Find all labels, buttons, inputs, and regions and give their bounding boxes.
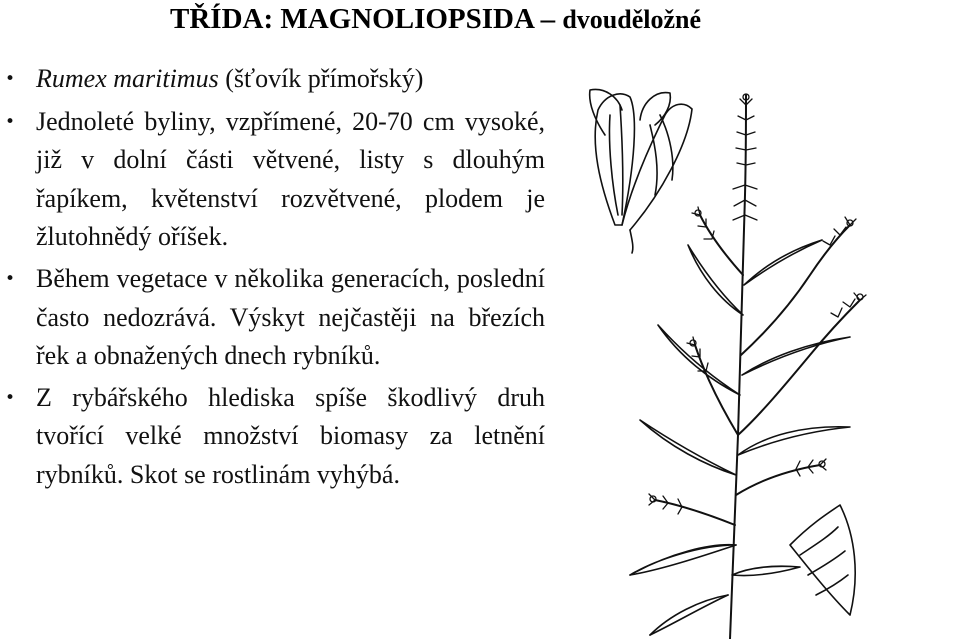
species-name: Rumex maritimus: [36, 64, 219, 93]
title-main: TŘÍDA: MAGNOLIOPSIDA: [170, 3, 534, 35]
bullet-text: Jednoleté byliny, vzpřímené, 20-70 cm vysoké, již v dolní části větvené, listy s dlouhým řapíkem, květenství rozvětvené, plodem je žlutohnědý oříšek.: [36, 106, 545, 252]
bullet-item-species: [0, 60, 545, 99]
species-common-name: (šťovík přímořský): [218, 64, 424, 93]
bullet-text: Během vegetace v několika generacích, poslední často nedozrává. Výskyt nejčastěji na březích řek a obnažených dnech rybníků.: [36, 263, 545, 371]
bullet-text: Z rybářského hlediska spíše škodlivý druh tvořící velké množství biomasy za letnění rybníků. Skot se rostlinám vyhýbá.: [36, 382, 545, 489]
bullet-icon: •: [4, 69, 16, 89]
bullet-icon: •: [4, 268, 16, 289]
title-subtitle: dvouděložné: [562, 5, 702, 34]
flower-detail-drawing: [590, 89, 692, 253]
bullet-item-description: [0, 103, 545, 257]
title-separator: –: [533, 3, 563, 35]
bullet-item-vegetation: [0, 260, 545, 376]
slide-title: [170, 3, 790, 36]
plant-illustration: [560, 75, 960, 639]
bullet-icon: •: [4, 111, 16, 132]
bullet-item-fishery: [0, 379, 545, 495]
bullet-icon: •: [4, 387, 16, 408]
bullet-list: [0, 60, 545, 502]
